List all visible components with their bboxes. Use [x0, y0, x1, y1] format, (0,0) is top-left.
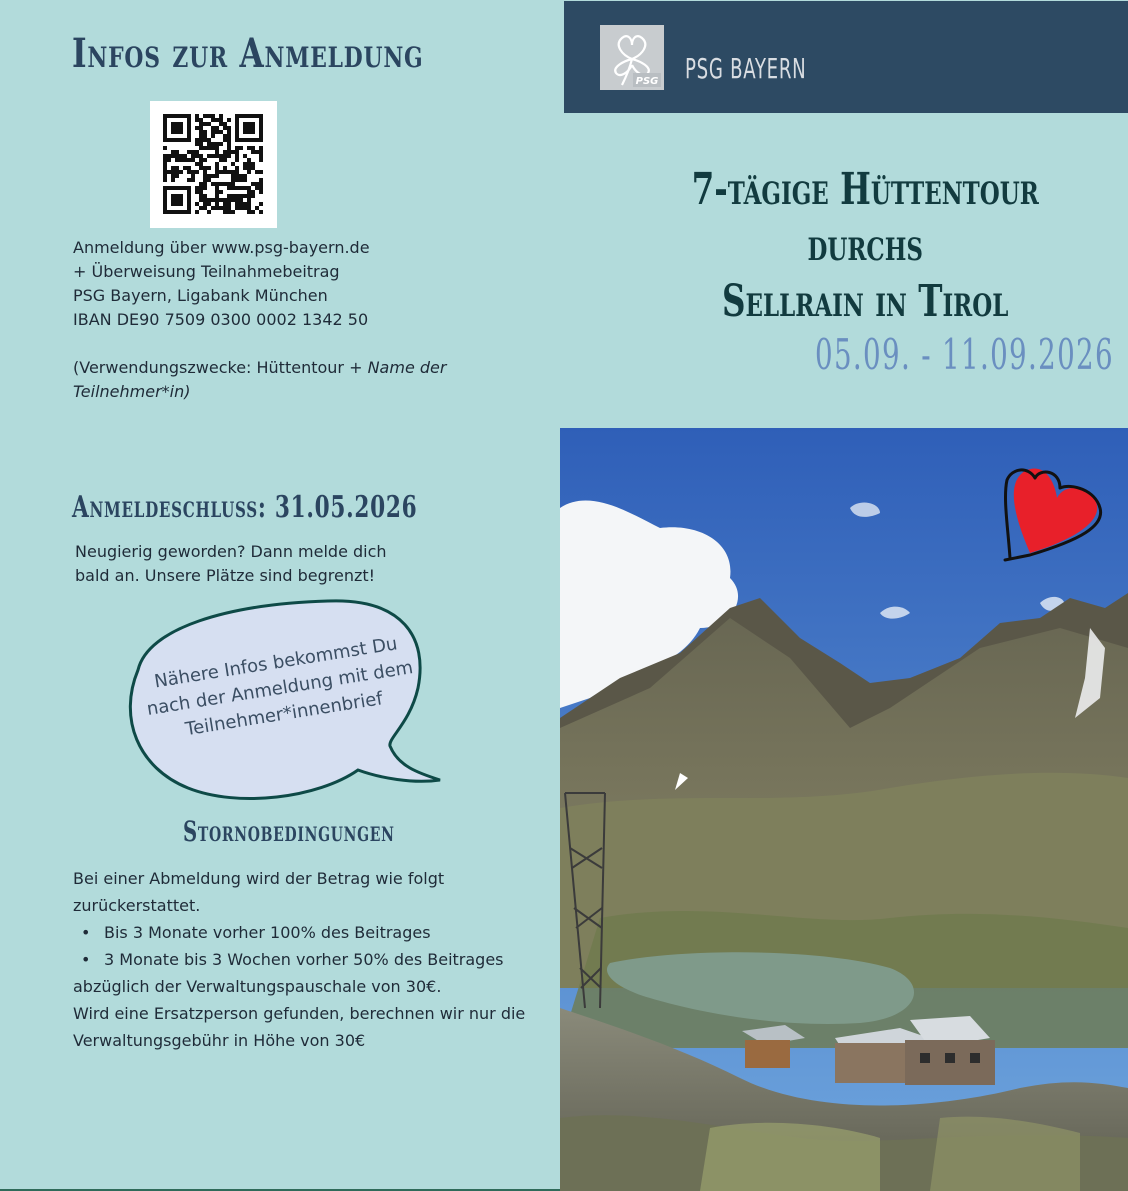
cancellation-body — [73, 865, 543, 1054]
registration-line: + Überweisung Teilnahmebeitrag — [73, 262, 340, 281]
psg-cloverleaf-logo-icon — [600, 25, 664, 90]
registration-line: PSG Bayern, Ligabank München — [73, 286, 328, 305]
cancellation-intro: Bei einer Abmeldung wird der Betrag wie folgt zurückerstattet. — [73, 869, 445, 915]
cancellation-list — [73, 919, 543, 973]
tour-title-line2: Sellrain in Tirol — [722, 276, 1009, 327]
registration-info — [73, 236, 493, 404]
list-item: • Bis 3 Monate vorher 100% des Beitrages — [73, 919, 543, 946]
cancellation-replacement: Wird eine Ersatzperson gefunden, berechnen wir nur die Verwaltungsgebühr in Höhe von 30€ — [73, 1004, 526, 1050]
list-item: • 3 Monate bis 3 Wochen vorher 50% des Beitrages — [73, 946, 543, 973]
tour-title-line1: 7-tägige Hüttentour durchs — [691, 164, 1039, 271]
payment-purpose — [73, 356, 493, 404]
logo-text: PSG — [635, 76, 659, 87]
tour-title — [658, 162, 1072, 330]
deadline-title: Anmeldeschluss: 31.05.2026 — [72, 490, 418, 525]
cancellation-fee: abzüglich der Verwaltungspauschale von 30€. — [73, 977, 442, 996]
purpose-italic: Name der Teilnehmer*in) — [73, 358, 447, 401]
qr-code-icon[interactable] — [150, 101, 277, 228]
cancellation-title: Stornobedingungen — [183, 815, 395, 848]
mountain-hut-photo — [560, 428, 1128, 1191]
brand-name: PSG BAYERN — [685, 52, 807, 85]
registration-title: Infos zur Anmeldung — [72, 30, 424, 77]
tour-dates: 05.09. - 11.09.2026 — [815, 330, 1114, 379]
deadline-text: Neugierig geworden? Dann melde dich bald an. Unsere Plätze sind begrenzt! — [75, 542, 387, 585]
registration-line: Anmeldung über www.psg-bayern.de — [73, 238, 370, 257]
registration-line: IBAN DE90 7509 0300 0002 1342 50 — [73, 310, 369, 329]
purpose-prefix: (Verwendungszwecke: Hüttentour + — [73, 358, 368, 377]
bubble-text: Nähere Infos bekommst Du nach der Anmeldung mit dem Teilnehmer*innenbrief — [145, 633, 415, 741]
